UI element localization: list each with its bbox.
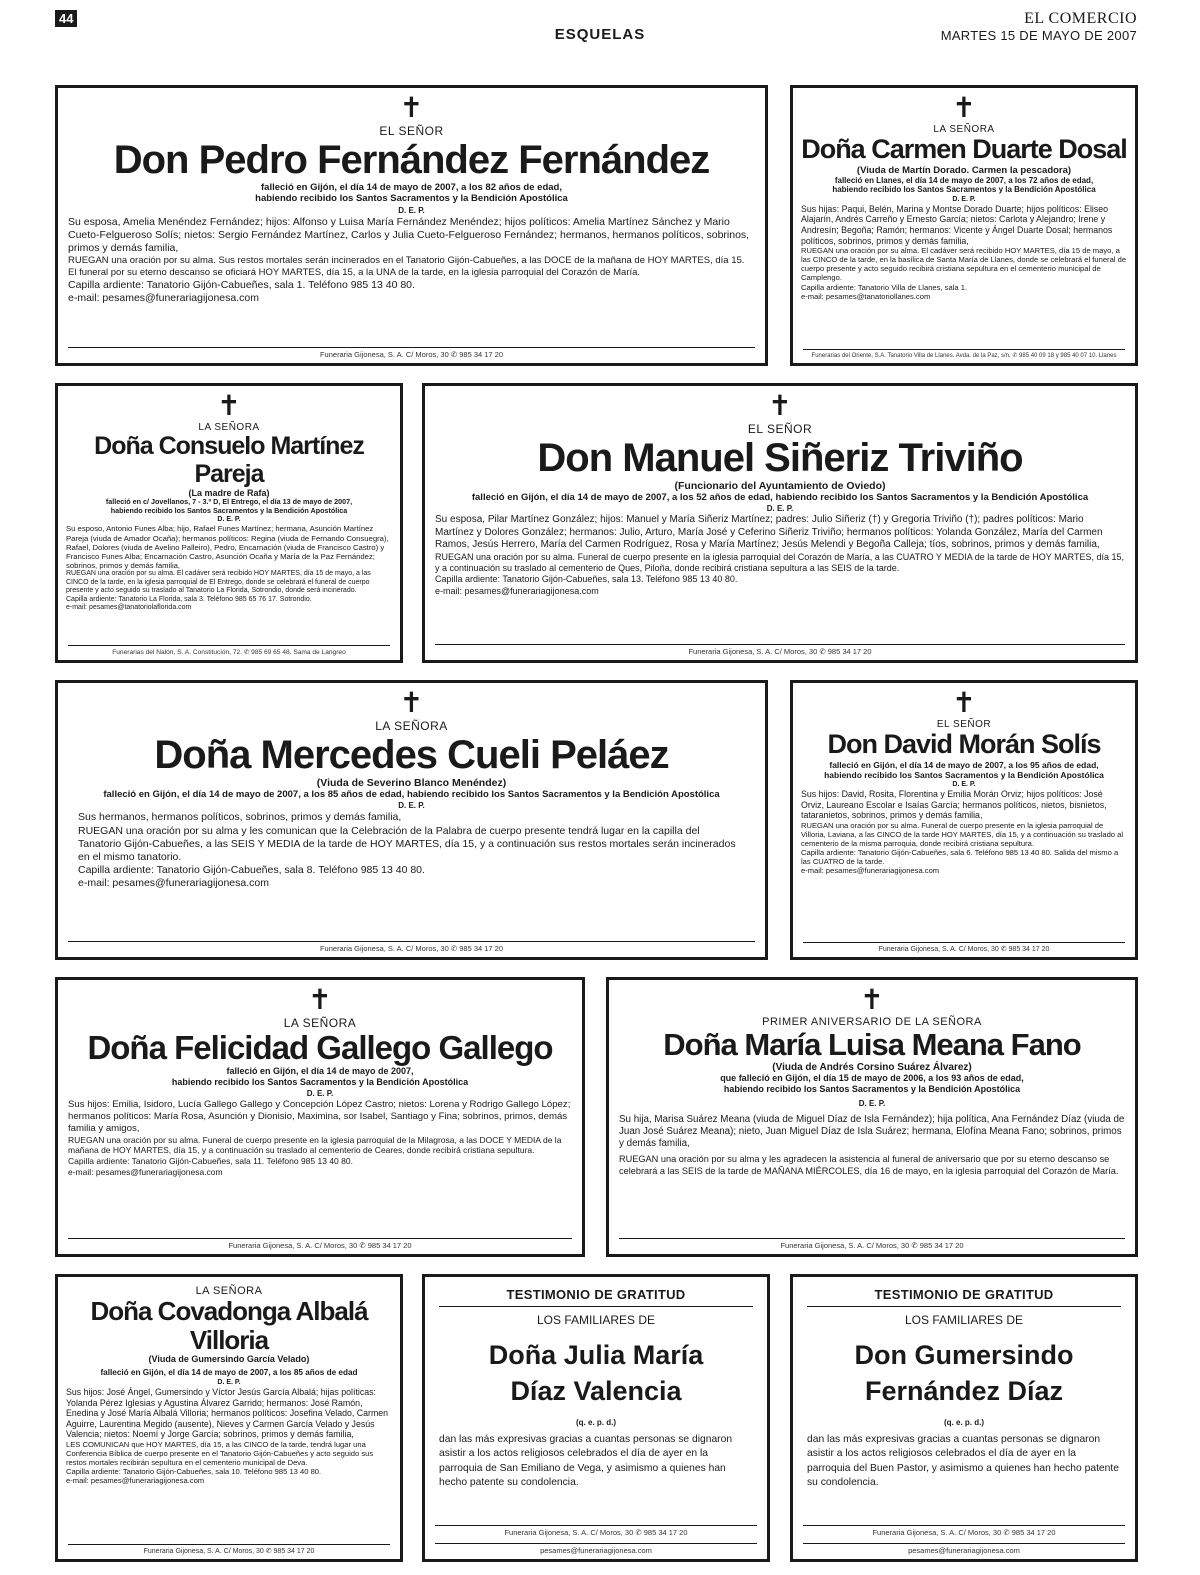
dep-label: D. E. P.: [217, 1379, 241, 1387]
sacraments-info: habiendo recibido los Santos Sacramentos y la Bendición Apostólica: [110, 505, 348, 515]
dep-label: D. E. P.: [306, 1088, 334, 1098]
deceased-name: Doña Mercedes Cueli Peláez: [154, 733, 669, 777]
funeral-home-footer: Funeraria Gijonesa, S. A. C/ Moros, 30 ✆ 985 34 17 20: [435, 1525, 757, 1537]
ceremony-text: RUEGAN una oración por su alma. Funeral de cuerpo presente en la iglesia parroquial de Villoria, Laviana, a las CINCO de la tarde HOY MARTES, día 15, y a continuación su traslado al cementerio de la misma parroquia, donde recibirá cristiana sepultura.: [801, 820, 1124, 848]
obituary-maria-luisa: [606, 977, 1138, 1257]
dep-label: D. E. P.: [952, 781, 976, 789]
death-info: que falleció en Gijón, el día 15 de mayo de 2006, a los 93 años de edad,: [720, 1073, 1024, 1084]
chapel-info: Capilla ardiente: Tanatorio Villa de Llanes, sala 1.: [801, 282, 968, 292]
name-line-1: Don Gumersindo: [854, 1340, 1074, 1370]
death-info: falleció en Gijón, el día 14 de mayo de 2007,: [226, 1066, 414, 1077]
obituary-title: LA SEÑORA: [283, 1016, 357, 1030]
family-list: Sus hijos: Emilia, Isidoro, Lucía Gallego Gallego y Concepción López Castro; nietos: Lorena y Rodrigo Gallego López; hermanos políticos: María Rosa, Asunción y Dionisio, Maximina, sor Isabel, Santiago y Fina; sobrinos, primos, demás familia y amigos,: [68, 1098, 571, 1134]
deceased-name: Don Manuel Siñeriz Triviño: [537, 436, 1023, 480]
family-list: Su esposa, Amelia Menéndez Fernández; hijos: Alfonso y Luisa María Fernández Menéndez; hijos políticos: Amelia Martínez Sánchez y Mario Cueto-Felgueroso Solís; nietos: Sergio Fernández Martínez, Carlos y Julia Cueto-Felgueroso Fernández; hermanos, hermanos políticos, sobrinos, primos y demás familia,: [68, 215, 750, 255]
cross-icon: ✝: [860, 983, 884, 1016]
obituary-body: [619, 1114, 1125, 1178]
funeral-home-footer: Funeraria Gijonesa, S. A. C/ Moros, 30 ✆ 985 34 17 20: [803, 1525, 1125, 1537]
newspaper-name: EL COMERCIO: [1024, 10, 1137, 27]
email-contact: e-mail: pesames@funerariagijonesa.com: [68, 1166, 223, 1177]
cross-icon: ✝: [399, 91, 424, 124]
cross-icon: ✝: [768, 389, 792, 422]
subtitle: (La madre de Rafa): [188, 488, 270, 498]
ceremony-text: RUEGAN una oración por su alma. El cadáver será recibido HOY MARTES, día 15 de mayo, a las CINCO de la tarde, en la basílica de Santa María de Llanes, donde se celebrará el funeral de cuerpo presente y acto seguido recibirá cristiana sepultura en el cementerio municipal de Camplengo.: [801, 246, 1127, 283]
funeral-home-footer: Funeraria Gijonesa, S. A. C/ Moros, 30 ✆ 985 34 17 20: [803, 942, 1125, 953]
email-contact: e-mail: pesames@funerariagijonesa.com: [435, 585, 599, 596]
gratitude-gumersindo: [790, 1274, 1138, 1562]
obituary-title: EL SEÑOR: [936, 719, 992, 730]
deceased-name: Doña Consuelo Martínez Pareja: [94, 432, 364, 488]
ceremony-text: RUEGAN una oración por su alma. El cadáver será recibido HOY MARTES, día 15 de mayo, a las CINCO de la tarde, en la iglesia parroquial de El Entrego, donde se celebrará el funeral de cuerpo presente y acto seguido su traslado al Tanatorio La Florida, Sotrondio, donde será incinerado.: [66, 570, 371, 595]
cross-icon: ✝: [217, 389, 241, 422]
deceased-name: Doña María Luisa Meana Fano: [663, 1027, 1081, 1062]
email-contact: e-mail: pesames@funerariagijonesa.com: [801, 866, 940, 876]
family-list: Sus hijas: Paqui, Belén, Marina y Montse Dorado Duarte; hijos políticos: Eliseo Alajarín, Andrés Carreño y Ernesto García; nietos: Carlota y Alejandro; Irene y Andresín; Begoña; Ramón; hermanos: Vicente y Ángel Duarte Dosal; hermanos políticos, sobrinos, primos y demás familia,: [801, 203, 1113, 246]
obituary-felicidad: [55, 977, 585, 1257]
obituary-pedro: [55, 85, 768, 366]
dep-label: D. E. P.: [398, 801, 425, 811]
family-list: Sus hijos: David, Rosita, Florentina y Emilia Morán Orviz; hijos políticos: José Orviz, Laureano Escolar e Isaías García; hermanos políticos, nietos, bisnietos, tataranietos, sobrinos, primos y demás familia,: [801, 789, 1107, 821]
families-label: LOS FAMILIARES DE: [807, 1306, 1121, 1327]
cross-icon: ✝: [952, 91, 976, 124]
email-contact: e-mail: pesames@funerariagijonesa.com: [68, 292, 259, 305]
ceremony-text: LES COMUNICAN que HOY MARTES, día 15, a las CINCO de la tarde, tendrá lugar una Conferencia Bíblica de cuerpo presente en el Tanatorio Gijón-Cabueñes y acto seguido sus restos mortales recibirán sepultura en el cementerio municipal de Deva.: [66, 1439, 374, 1467]
obituary-david: [790, 680, 1138, 960]
obituary-title: EL SEÑOR: [379, 124, 444, 138]
family-list: Su esposo, Antonio Funes Alba; hijo, Rafael Funes Martínez; hermana, Asunción Martínez Pareja (viuda de Amador Ocaña); hermanos políticos: Regina (viuda de Fernando Consuegra), Rafael, Dolores (viuda de Avelino Palleiro), Pedro, Encarnación (viuda de Francisco Castro) y Francisco Funes Alba; Encarnación Castro, Asunción Ocaña y María de la Paz Fernández; sobrinos, primos y demás familia,: [66, 524, 389, 571]
obituary-title: LA SEÑORA: [195, 1285, 263, 1297]
dep-label: D. E. P.: [858, 1098, 886, 1108]
ceremony-text: RUEGAN una oración por su alma. Funeral de cuerpo presente en la iglesia parroquial del Corazón de María, a las CUATRO Y MEDIA de la tarde de HOY MARTES, día 15, y a continuación su traslado al cementerio de Ques, Piloña, donde recibirá cristiana sepultura a las SEIS de la tarde.: [435, 551, 1125, 574]
funeral-home-footer: Funeraria Gijonesa, S. A. C/ Moros, 30 ✆ 985 34 17 20: [68, 1544, 390, 1555]
dep-label: D. E. P.: [217, 516, 241, 524]
obituary-body: [801, 204, 1127, 301]
subtitle: (Viuda de Gumersindo García Velado): [148, 1354, 310, 1365]
family-list: Su hija, Marisa Suárez Meana (viuda de Miguel Díaz de Isla Fernández); hija política, Ana Fernández Díaz (viuda de Juan José Suárez Meana); nieto, Juan Miguel Díaz de Isla Suárez; hermana, Elofína Meana Fano; sobrinos, primos y demás familia,: [619, 1113, 1125, 1150]
email-contact: e-mail: pesames@tanatoriollanes.com: [801, 291, 931, 301]
funeral-home-footer: Funeraria Gijonesa, S. A. C/ Moros, 30 ✆ 985 34 17 20: [435, 644, 1125, 656]
chapel-info: Capilla ardiente: Tanatorio Gijón-Cabueñes, sala 13. Teléfono 985 13 40 80.: [435, 574, 738, 585]
subtitle: (Viuda de Severino Blanco Menéndez): [316, 777, 507, 789]
families-label: LOS FAMILIARES DE: [439, 1306, 753, 1327]
ceremony-text: RUEGAN una oración por su alma y les comunican que la Celebración de la Palabra de cuerpo presente tendrá lugar en la capilla del Tanatorio Gijón-Cabueñes, a las SEIS Y MEDIA de la tarde de HOY MARTES, día 15, y a continuación sus restos mortales serán incinerados en el mismo tanatorio.: [78, 824, 736, 863]
obituary-title: LA SEÑORA: [933, 124, 995, 135]
death-info: falleció en Llanes, el día 14 de mayo de 2007, a los 72 años de edad,: [834, 175, 1094, 185]
family-list: Sus hijos: José Ángel, Gumersindo y Víctor Jesús García Albalá; hijas políticas: Yolanda Pérez Iglesias y Agustina Álvarez Garrido; hermanos: José Ramón, Enedina y José María Albalá Villoria; hermanos políticos: Josefina Velado, Carmen Aguirre, Laurentina Megido (ausente), Nieves y Carmen García Velado y Jesús Valencia; nietos: Noemí y Jorge García; sobrinos, primos y demás familia,: [66, 1387, 389, 1440]
email-contact: pesames@funerariagijonesa.com: [803, 1543, 1125, 1555]
email-contact: e-mail: pesames@tanatoriolaflorida.com: [66, 604, 192, 612]
obituary-title: LA SEÑORA: [198, 422, 260, 433]
subtitle: (Viuda de Martín Dorado. Carmen la pescadora): [856, 164, 1072, 176]
subtitle: (Viuda de Andrés Corsino Suárez Álvarez): [772, 1062, 972, 1074]
funeral-home-footer: Funeraria Gijonesa, S. A. C/ Moros, 30 ✆ 985 34 17 20: [68, 941, 755, 953]
chapel-info: Capilla ardiente: Tanatorio Gijón-Cabueñes, sala 1. Teléfono 985 13 40 80.: [68, 278, 415, 291]
funeral-home-footer: Funeraria Gijonesa, S. A. C/ Moros, 30 ✆ 985 34 17 20: [619, 1238, 1125, 1250]
gratitude-text: dan las más expresivas gracias a cuantas personas se dignaron asistir a los actos religiosos celebrados el día de ayer en la parroquia del Buen Pastor, y asimismo a quienes han hecho patente su condolencia.: [807, 1433, 1119, 1489]
obituary-title: PRIMER ANIVERSARIO DE LA SEÑORA: [762, 1016, 982, 1028]
subtitle: (Funcionario del Ayuntamiento de Oviedo): [674, 480, 886, 492]
gratitude-julia: [422, 1274, 770, 1562]
obituary-body: [66, 1387, 392, 1485]
sacraments-info: habiendo recibido los Santos Sacramentos y la Bendición Apostólica: [255, 193, 568, 205]
obituary-body: [68, 811, 755, 890]
obituary-title: EL SEÑOR: [747, 422, 813, 436]
cross-icon: ✝: [952, 686, 976, 719]
gratitude-heading: TESTIMONIO DE GRATITUD: [506, 1287, 686, 1302]
death-info: falleció en Gijón, el día 14 de mayo de 2007, a los 82 años de edad,: [261, 182, 562, 193]
ceremony-text: RUEGAN una oración por su alma. Sus restos mortales serán incinerados en el Tanatorio Gijón-Cabueñes, a las DOCE de la mañana de HOY MARTES, día 15. El funeral por su eterno descanso se oficiará HOY MARTES, día 15, a la UNA de la tarde, en la iglesia parroquial del Corazón de María.: [68, 255, 745, 279]
qepd-label: (q. e. p. d.): [576, 1417, 616, 1427]
sacraments-info: habiendo recibido los Santos Sacramentos y la Bendición Apostólica: [171, 1077, 469, 1088]
gratitude-text: dan las más expresivas gracias a cuantas personas se dignaron asistir a los actos religiosos celebrados el día de ayer en la parroquia de San Emiliano de Vega, y asimismo a quienes han hecho patente su condolencia.: [439, 1433, 733, 1489]
obituary-body: [435, 514, 1125, 597]
chapel-info: Capilla ardiente: Tanatorio Gijón-Cabueñes, sala 6. Teléfono 985 13 40 80. Salida del mismo a las CUATRO de la tarde.: [801, 848, 1119, 867]
cross-icon: ✝: [399, 686, 424, 719]
obituary-body: [68, 1099, 572, 1177]
obituary-manuel: [422, 383, 1138, 663]
obituary-mercedes: [55, 680, 768, 960]
chapel-info: Capilla ardiente: Tanatorio Gijón-Cabueñes, sala 10. Teléfono 985 13 40 80.: [66, 1467, 322, 1477]
obituary-title: LA SEÑORA: [375, 719, 448, 733]
deceased-name: Doña Felicidad Gallego Gallego: [87, 1029, 553, 1066]
chapel-info: Capilla ardiente: Tanatorio Gijón-Cabueñes, sala 11. Teléfono 985 13 40 80.: [68, 1156, 353, 1167]
deceased-name: Don David Morán Solís: [827, 729, 1101, 759]
ceremony-text: RUEGAN una oración por su alma y les agradecen la asistencia al funeral de aniversario que por su eterno descanso se celebrará a las SEIS de la tarde de MAÑANA MIÉRCOLES, día 16 de mayo, en la iglesia parroquial del Corazón de María.: [619, 1154, 1119, 1176]
cross-icon: ✝: [308, 983, 332, 1016]
family-list: Su esposa, Pilar Martínez González; hijos: Manuel y María Siñeriz Martínez; padres: Julio Siñeriz (†) y Gregoria Triviño (†); padres políticos: Mario Martínez y Dolores González; hermanos: Julio, Arturo, María José y Ceferino Siñeriz Triviño; hermanos políticos: Yolanda González, María del Carmen Ramos, Jesús Herrero, María del Carmen Rodríguez, Rosa y María Martínez; Jesús Melendi y Begoña Calleja; tíos, sobrinos, primos y demás familia,: [435, 514, 1103, 551]
obituary-carmen: [790, 85, 1138, 366]
name-line-2: Fernández Díaz: [864, 1376, 1064, 1407]
deceased-name: Doña Carmen Duarte Dosal: [801, 134, 1127, 164]
sacraments-info: habiendo recibido los Santos Sacramentos y la Bendición Apostólica: [824, 769, 1104, 780]
death-info: falleció en Gijón, el día 14 de mayo de 2007, a los 85 años de edad: [100, 1368, 358, 1378]
obituary-body: [66, 524, 392, 612]
sacraments-info: habiendo recibido los Santos Sacramentos y la Bendición Apostólica: [723, 1083, 1021, 1094]
death-info: falleció en Gijón, el día 14 de mayo de 2007, a los 85 años de edad, habiendo recibido los Santos Sacramentos y la Bendición Apostólica: [103, 789, 720, 800]
death-info: falleció en Gijón, el día 14 de mayo de 2007, a los 95 años de edad,: [829, 759, 1099, 770]
deceased-name: [439, 1337, 753, 1410]
family-list: Sus hermanos, hermanos políticos, sobrinos, primos y demás familia,: [78, 811, 402, 824]
obituary-covadonga: [55, 1274, 403, 1562]
death-info: falleció en c/ Jovellanos, 7 - 3.º D, El Entrego, el día 13 de mayo de 2007,: [105, 497, 353, 506]
deceased-name: [807, 1337, 1121, 1410]
funeral-home-footer: Funeraria Gijonesa, S. A. C/ Moros, 30 ✆ 985 34 17 20: [68, 347, 755, 359]
funeral-home-footer: Funerarias del Nalón, S. A. Constitución, 72. ✆ 985 69 65 48. Sama de Langreo: [68, 645, 390, 656]
section-title: ESQUELAS: [554, 26, 646, 43]
obituary-body: [68, 216, 755, 305]
dep-label: D. E. P.: [398, 205, 425, 215]
death-info: falleció en Gijón, el día 14 de mayo de 2007, a los 52 años de edad, habiendo recibido los Santos Sacramentos y la Bendición Apostólica: [471, 492, 1089, 503]
qepd-label: (q. e. p. d.): [944, 1417, 984, 1427]
page-number: 44: [55, 10, 77, 27]
email-contact: pesames@funerariagijonesa.com: [435, 1543, 757, 1555]
dep-label: D. E. P.: [766, 504, 794, 514]
obituary-consuelo: [55, 383, 403, 663]
sacraments-info: habiendo recibido los Santos Sacramentos y la Bendición Apostólica: [832, 185, 1096, 195]
obituary-body: [801, 789, 1127, 875]
chapel-info: Capilla ardiente: Tanatorio Gijón-Cabueñes, sala 8. Teléfono 985 13 40 80.: [78, 863, 425, 876]
chapel-info: Capilla ardiente: Tanatorio La Florida, sala 3. Teléfono 985 65 76 17. Sotrondio.: [66, 595, 312, 603]
funeral-home-footer: Funerarias del Oriente, S.A. Tanatorio Villa de Llanes. Avda. de la Paz, s/n. ✆ 985 40 09 18 y 985 40 07 10. Llanes: [803, 349, 1125, 359]
funeral-home-footer: Funeraria Gijonesa, S. A. C/ Moros, 30 ✆ 985 34 17 20: [68, 1238, 572, 1250]
dep-label: D. E. P.: [952, 195, 976, 203]
email-contact: e-mail: pesames@funerariagijonesa.com: [78, 877, 269, 890]
masthead: [941, 10, 1137, 43]
deceased-name: Doña Covadonga Albalá Villoria: [90, 1296, 368, 1355]
name-line-2: Díaz Valencia: [510, 1376, 682, 1407]
name-line-1: Doña Julia María: [488, 1340, 704, 1370]
ceremony-text: RUEGAN una oración por su alma. Funeral de cuerpo presente en la iglesia parroquial de la Milagrosa, a las DOCE Y MEDIA de la mañana de HOY MARTES, día 15, y a continuación su traslado al cementerio de Ceares, donde recibirá cristiana sepultura.: [68, 1134, 562, 1156]
email-contact: e-mail: pesames@funerariagijonesa.com: [66, 1476, 205, 1486]
gratitude-heading: TESTIMONIO DE GRATITUD: [874, 1287, 1054, 1302]
deceased-name: Don Pedro Fernández Fernández: [113, 138, 710, 182]
issue-date: MARTES 15 DE MAYO DE 2007: [940, 28, 1137, 43]
